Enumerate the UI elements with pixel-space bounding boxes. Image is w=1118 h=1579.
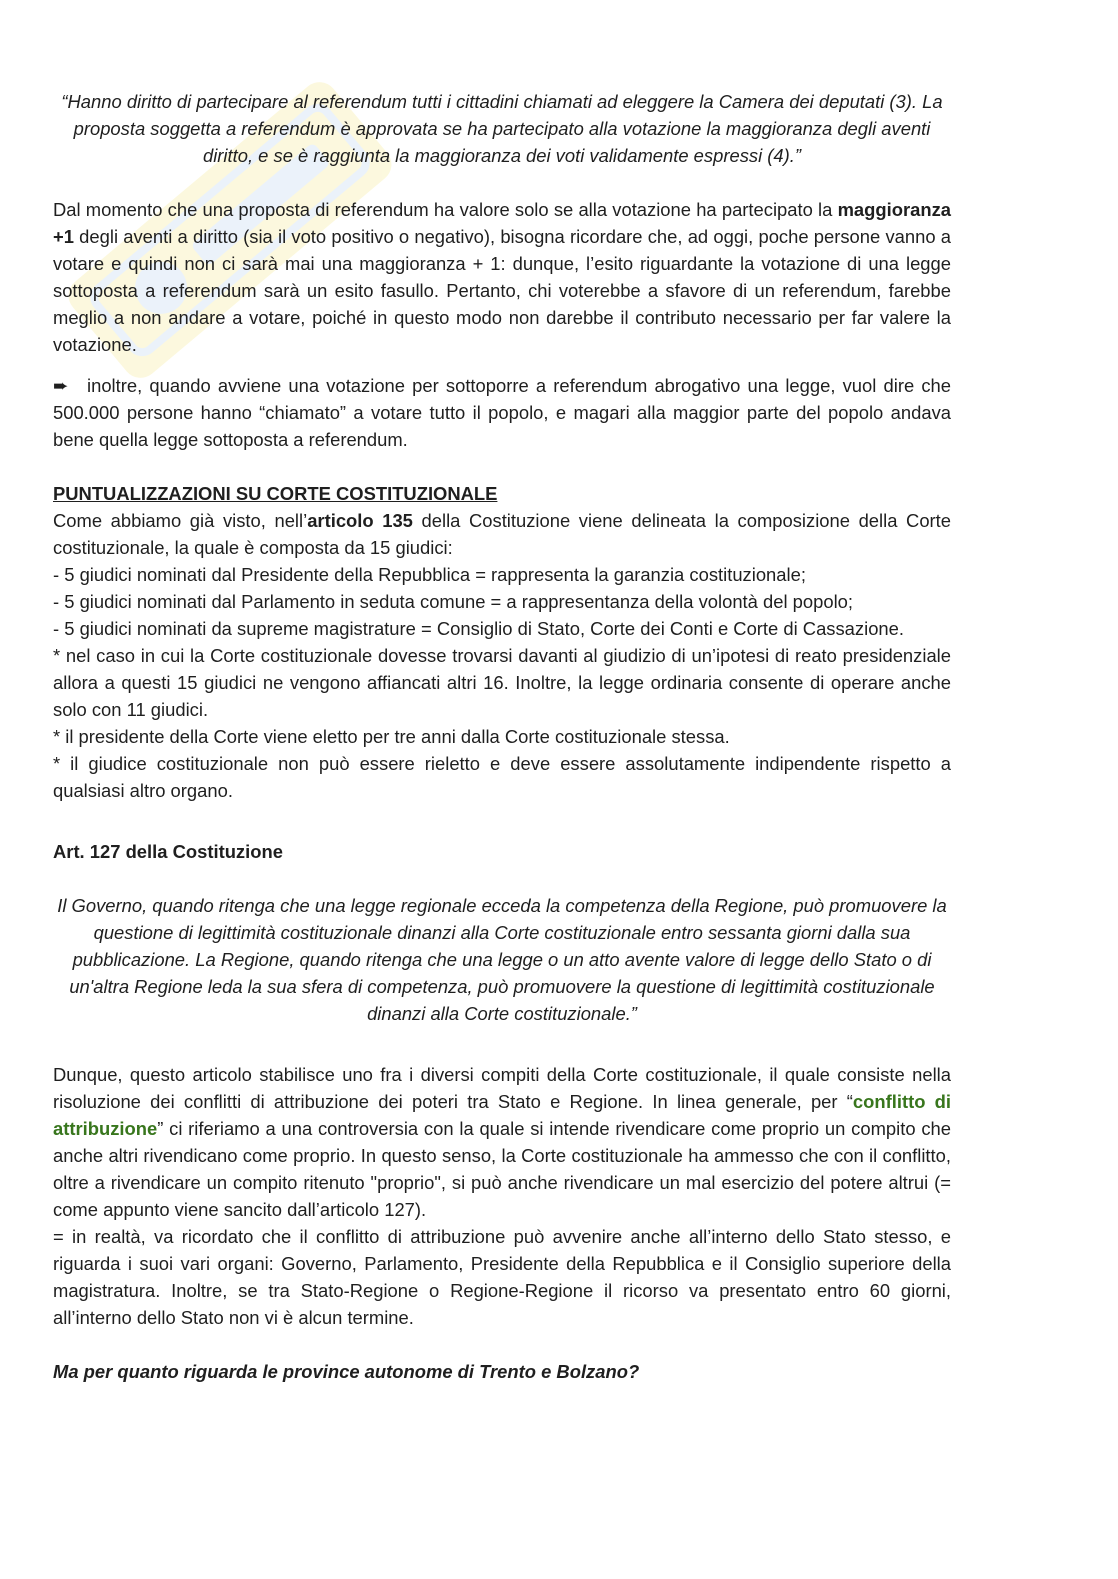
closing-question: Ma per quanto riguarda le province autonome di Trento e Bolzano? — [53, 1361, 640, 1382]
list-item: - 5 giudici nominati da supreme magistrature = Consiglio di Stato, Corte dei Conti e Corte di Cassazione. — [53, 618, 904, 639]
text-run: della Costituzione viene delineata la composizione della Corte costituzionale, la quale è composta da 15 giudici: — [53, 510, 952, 558]
section-heading-art-127: Art. 127 della Costituzione — [53, 841, 283, 862]
paragraph-in-realta: = in realtà, va ricordato che il conflitto di attribuzione può avvenire anche all’interno dello Stato stesso, e riguarda i suoi vari organi: Governo, Parlamento, Presidente della Repubblica e il Consiglio superiore della magistratura. Inoltre, se tra Stato-Regione o Regione-Regione il ricorso va presentato entro 60 giorni, all’interno dello Stato non vi è alcun termine. — [53, 1226, 951, 1328]
arrow-icon: ➨ — [53, 375, 69, 396]
paragraph-conflitto — [53, 1061, 951, 1223]
list-item: - 5 giudici nominati dal Parlamento in seduta comune = a rappresentanza della volontà del popolo; — [53, 591, 853, 612]
list-item: * nel caso in cui la Corte costituzionale dovesse trovarsi davanti al giudizio di un’ipotesi di reato presidenziale allora a questi 15 giudici ne vengono affiancati altri 16. Inoltre, la legge ordinaria consente di operare anche solo con 11 giudici. — [53, 645, 951, 720]
paragraph-inoltre — [53, 372, 951, 453]
text-run: degli aventi a diritto (sia il voto positivo o negativo), bisogna ricordare che, ad oggi, poche persone vanno a votare e quindi non ci sarà mai una maggioranza + 1: dunque, l’esito riguardante la votazione di una legge sottoposta a referendum sarà un esito fasullo. Pertanto, chi voterebbe a sfavore di un referendum, farebbe meglio a non andare a votare, poiché in questo modo non darebbe il contributo necessario per far valere la votazione. — [53, 226, 951, 355]
art-127-quote: Il Governo, quando ritenga che una legge regionale ecceda la competenza della Regione, può promuovere la questione di legittimità costituzionale dinanzi alla Corte costituzionale entro sessanta giorni dalla sua pubblicazione. La Regione, quando ritenga che una legge o un atto avente valore di legge dello Stato o di un'altra Regione leda la sua sfera di competenza, può promuovere la questione di legittimità costituzionale dinanzi alla Corte costituzionale.” — [57, 895, 947, 1024]
list-item: * il presidente della Corte viene eletto per tre anni dalla Corte costituzionale stessa. — [53, 726, 730, 747]
text-run: Come abbiamo già visto, nell’ — [53, 510, 308, 531]
text-run: Dal momento che una proposta di referendum ha valore solo se alla votazione ha partecipato la — [53, 199, 838, 220]
bold-term-maggioranza: maggioranza +1 — [53, 199, 951, 247]
section-heading-corte: PUNTUALIZZAZIONI SU CORTE COSTITUZIONALE — [53, 483, 498, 504]
list-item: * il giudice costituzionale non può essere rieletto e deve essere assolutamente indipendente rispetto a qualsiasi altro organo. — [53, 753, 951, 801]
list-item: - 5 giudici nominati dal Presidente della Repubblica = rappresenta la garanzia costituzionale; — [53, 564, 806, 585]
text-run: Dunque, questo articolo stabilisce uno fra i diversi compiti della Corte costituzionale, il quale consiste nella risoluzione dei conflitti di attribuzione dei poteri tra Stato e Regione. In linea generale, per “ — [53, 1064, 951, 1112]
document-content — [53, 88, 951, 1385]
bold-term-articolo-135: articolo 135 — [307, 510, 413, 531]
text-run: ” ci riferiamo a una controversia con la quale si intende rivendicare come proprio un compito che anche altri rivendicano come proprio. In questo senso, la Corte costituzionale ha ammesso che con il conflitto, oltre a rivendicare un compito ritenuto "proprio", si può anche rivendicare un mal esercizio del potere altrui (= come appunto viene sancito dall’articolo 127). — [53, 1118, 951, 1220]
text-run: inoltre, quando avviene una votazione per sottoporre a referendum abrogativo una legge, vuol dire che 500.000 persone hanno “chiamato” a votare tutto il popolo, e magari alla maggior parte del popolo andava bene quella legge sottoposta a referendum. — [53, 375, 951, 450]
paragraph-articolo-135 — [53, 507, 951, 561]
referendum-quote: “Hanno diritto di partecipare al referendum tutti i cittadini chiamati ad eleggere la Camera dei deputati (3). La proposta soggetta a referendum è approvata se ha partecipato alla votazione la maggioranza degli aventi diritto, e se è raggiunta la maggioranza dei voti validamente espressi (4).” — [61, 91, 943, 166]
paragraph-maggioranza — [53, 196, 951, 358]
highlight-conflitto-di-attribuzione: conflitto di attribuzione — [53, 1091, 951, 1139]
